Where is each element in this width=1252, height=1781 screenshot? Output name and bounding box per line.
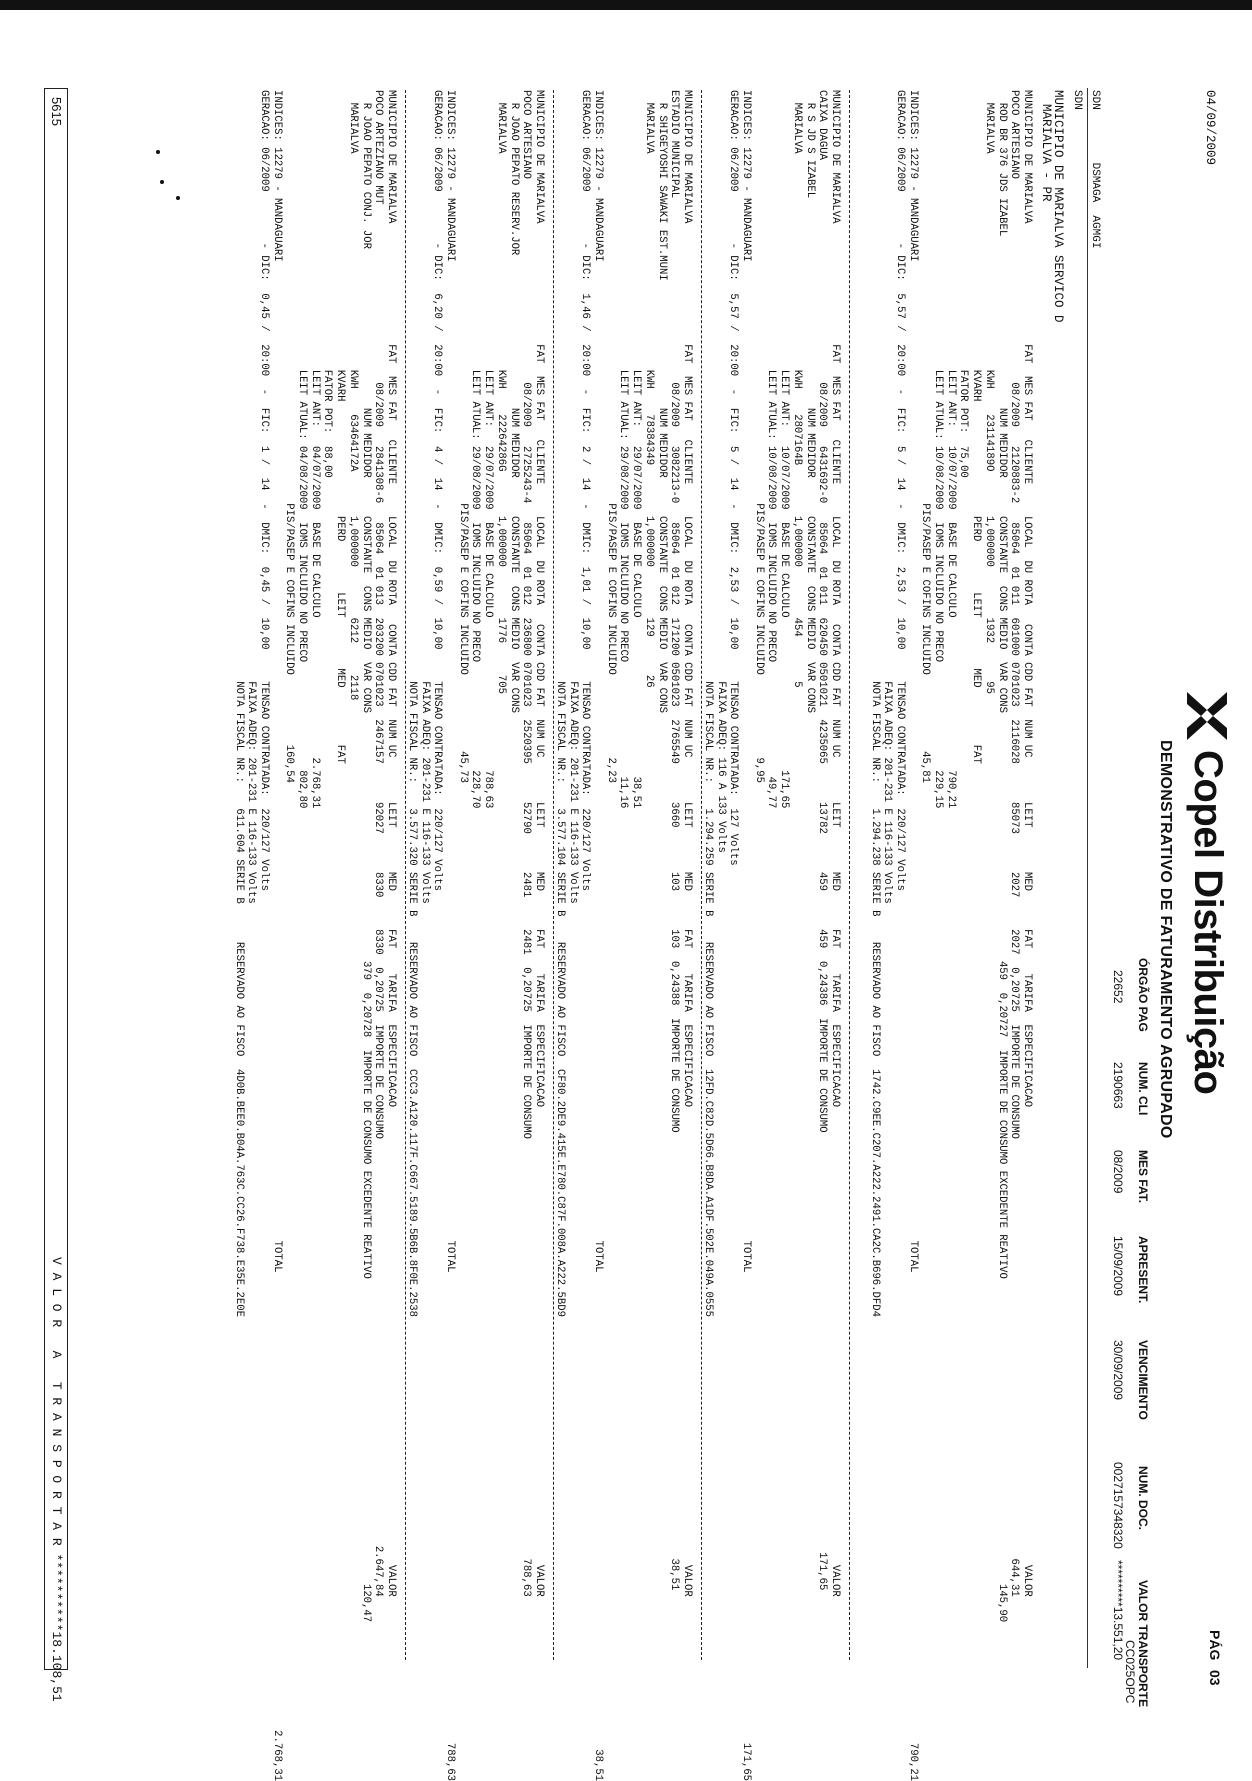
billing-line: MARIALVA KWH 22264286G 1,000000 1776 705: [494, 90, 507, 694]
billing-line: LEIT ATUAL: 10/08/2009 IOMS INCLUIDO NO PRECO 49,77: [765, 90, 778, 809]
block-separator: [553, 90, 554, 1660]
billing-line: FATOR POT: 75,00: [957, 90, 970, 478]
billing-line: PIS/PASEP E COFINS INCLUIDO 45,73: [456, 90, 469, 783]
billing-line: NOTA FISCAL NR.: 3.577.320 SERIE B RESERVADO AO FISCO CCC3.A120.117F.C667.5189.5B6B.8F0E.2538: [406, 90, 418, 1317]
col-value-num-doc: 0027157348320: [1111, 1462, 1125, 1549]
billing-line: MARIALVA KWH 2807164B 1,000000 454 5: [790, 90, 803, 688]
sub-header: SDN DSMAGA AGMGI: [1089, 90, 1101, 249]
billing-line: LEIT ANT: 04/07/2009 BASE DE CALCULO 2.768,31: [308, 90, 321, 809]
billing-line: R JOAO PEPATO CONJ. JOR NUM MEDIDOR CONSTANTE CONS MEDIO VAR CONS 379 0,20728 IMPORTE DE CONSUMO EXCEDENTE REATIVO 120,47: [359, 90, 372, 1623]
col-label-mes-fat: MES FAT.: [1136, 1150, 1150, 1204]
municipality-line: MUNICIPIO DE MARIALVA SERVICO D: [1051, 90, 1065, 323]
billing-line: ESTADIO MUNICIPAL 08/2009 3082213-0 85064 01 012 171200 0501023 2765549 3660 103 103 0,24388 IMPORTE DE CONSUMO 38,51: [668, 90, 681, 1591]
billing-line: LEIT ATUAL: 29/08/2009 IOMS INCLUIDO NO PRECO 228,70: [469, 90, 482, 809]
billing-line: LEIT ATUAL: 29/08/2009 IOMS INCLUIDO NO PRECO 11,16: [617, 90, 630, 809]
billing-line: MUNICIPIO DE MARIALVA FAT MES FAT CLIENTE LOCAL DU ROTA CONTA CDD FAT NUM UC LEIT MED FAT TARIFA ESPECIFICACAO VALOR: [1021, 90, 1033, 1597]
col-label-vencimento: VENCIMENTO: [1136, 1340, 1150, 1420]
municipality-line-2: MARIALVA - PR: [1039, 104, 1053, 202]
page-label: PÁG: [1207, 1630, 1223, 1661]
billing-line: LEIT ANT: 29/07/2009 BASE DE CALCULO 788,63: [482, 90, 495, 809]
billing-line: MUNICIPIO DE MARIALVA FAT MES FAT CLIENTE LOCAL DU ROTA CONTA CDD FAT NUM UC LEIT MED FAT TARIFA ESPECIFICACAO VALOR: [385, 90, 397, 1597]
billing-line: MARIALVA KWH 23114189O 1,000000 1932 95: [982, 90, 995, 694]
billing-line: FAIXA ADEQ: 201-231 E 116-133 Volts: [418, 90, 431, 904]
col-value-vencimento: 30/09/2009: [1111, 1340, 1125, 1401]
billing-line: NOTA FISCAL NR.: 1.294.259 SERIE B RESERVADO AO FISCO 12FD.C82D.5D66.B8DA.A1DF.502E.049A.0555: [702, 90, 714, 1317]
billing-line: GERACAO: 06/2009 - DIC: 5,57 / 20:00 - FIC: 5 / 14 - DMIC: 2,53 / 10,00 TENSAO CONTRATADA: 127 Volts: [727, 90, 740, 866]
col-value-num-cli: 2190663: [1111, 1062, 1125, 1109]
billing-line: LEIT ANT: 10/07/2009 BASE DE CALCULO 790,21: [944, 90, 957, 809]
report-code: CC025OPC: [1123, 1640, 1137, 1704]
scan-speck: [160, 180, 164, 184]
col-label-valor-transporte: VALOR TRANSPORTE: [1136, 1580, 1150, 1708]
document-title: DEMONSTRATIVO DE FATURAMENTO AGRUPADO: [1157, 740, 1174, 1139]
block-separator: [849, 90, 850, 1660]
billing-line: R JOAO PEPATO RESERV.JOR NUM MEDIDOR CONSTANTE CONS MEDIO VAR CONS: [507, 90, 520, 714]
col-label-num-doc: NUM. DOC.: [1136, 1466, 1150, 1530]
billing-line: INDICES: 12279 - MANDAGUARI TOTAL 2.768,31: [270, 90, 283, 1781]
billing-line: PIS/PASEP E COFINS INCLUIDO 160,54: [283, 90, 296, 783]
scan-speck: [176, 196, 180, 200]
billing-line: FAIXA ADEQ: 116 A 133 Volts: [714, 90, 727, 853]
billing-line: POCO ARTESIANO 08/2009 2725243-4 85064 01 012 236800 0701023 2520395 52790 2481 2481 0,20725 IMPORTE DE CONSUMO 788,63: [520, 90, 533, 1597]
billing-line: NOTA FISCAL NR.: 1.294.238 SERIE B RESERVADO AO FISCO 1742.C9EE.C207.A222.2491.CA2C.B696.DFD4: [868, 90, 881, 1317]
billing-line: MUNICIPIO DE MARIALVA FAT MES FAT CLIENTE LOCAL DU ROTA CONTA CDD FAT NUM UC LEIT MED FAT TARIFA ESPECIFICACAO VALOR: [829, 90, 841, 1597]
billing-line: INDICES: 12279 - MANDAGUARI TOTAL 788,63: [444, 90, 457, 1781]
billing-line: MARIALVA KWH 63464172A 1,000000 6212 2118: [346, 90, 359, 701]
billing-line: ROD BR 376 JDS IZABEL NUM MEDIDOR CONSTANTE CONS MEDIO VAR CONS 459 0,20727 IMPORTE DE CONSUMO EXCEDENTE REATIVO 145,90: [995, 90, 1008, 1623]
col-value-apresent: 15/09/2009: [1111, 1236, 1125, 1297]
col-value-mes-fat: 08/2009: [1111, 1150, 1125, 1194]
print-date: 04/09/2009: [1203, 90, 1217, 166]
billing-line: INDICES: 12279 - MANDAGUARI TOTAL 171,65: [740, 90, 753, 1781]
page-number: 03: [1207, 1670, 1223, 1686]
col-value-valor-transporte: **********13.551,20: [1111, 1560, 1125, 1661]
block-separator: [405, 90, 406, 1660]
footer-page-code: 5615: [49, 97, 64, 126]
billing-line: MARIALVA KWH 78384349 1,000000 129 26: [642, 90, 655, 688]
billing-line: POCO ARTESIANO 08/2009 2120883-2 85064 01 011 601000 0701023 2116028 85073 2027 2027 0,20725 IMPORTE DE CONSUMO 644,31: [1008, 90, 1021, 1597]
footer-box: [44, 88, 68, 1702]
col-label-num-cli: NUM. CLI: [1136, 1062, 1150, 1116]
billing-line: INDICES: 12279 - MANDAGUARI TOTAL 38,51: [592, 90, 605, 1781]
billing-line: GERACAO: 06/2009 - DIC: 5,57 / 20:00 - FIC: 5 / 14 - DMIC: 2,53 / 10,00 TENSAO CONTRATADA: 220/127 Volts: [894, 90, 906, 892]
billing-line: KVARH PERD LEIT MED FAT: [334, 90, 347, 764]
billing-line: NOTA FISCAL NR.: 3.577.104 SERIE B RESERVADO AO FISCO CF80.2DE9.415E.E780.C87F.008A.A222.5BD9: [554, 90, 566, 1317]
billing-line: INDICES: 12279 - MANDAGUARI TOTAL 790,21: [906, 90, 919, 1781]
scan-speck: [156, 150, 160, 154]
sdn-label: SDN: [1071, 90, 1083, 110]
brand-name: Copel Distribuição: [1186, 750, 1230, 1095]
billing-line: FATOR POT: 88,00: [321, 90, 334, 478]
billing-line: POCO ARTEZIANO MUT 08/2009 2841308-6 85064 01 013 203200 0701023 2467157 92027 8330 8330 0,20725 IMPORTE DE CONSUMO 2.647,84: [372, 90, 385, 1597]
billing-line: FAIXA ADEQ: 201-231 E 116-133 Volts: [245, 90, 258, 904]
col-label-orgao-pag: ÓRGÃO PAG: [1136, 958, 1150, 1032]
billing-line: MUNICIPIO DE MARIALVA FAT MES FAT CLIENTE LOCAL DU ROTA CONTA CDD FAT NUM UC LEIT MED FAT TARIFA ESPECIFICACAO VALOR: [681, 90, 693, 1597]
billing-line: FAIXA ADEQ: 201-231 E 116-133 Volts: [566, 90, 579, 904]
billing-line: GERACAO: 06/2009 - DIC: 0,45 / 20:00 - FIC: 1 / 14 - DMIC: 0,45 / 10,00 TENSAO CONTRATADA: 220/127 Volts: [258, 90, 270, 892]
billing-line: PIS/PASEP E COFINS INCLUIDO 9,95: [752, 90, 765, 783]
col-value-orgao-pag: 22652: [1111, 970, 1125, 1004]
block-separator: [701, 90, 702, 1660]
billing-line: PIS/PASEP E COFINS INCLUIDO 2,23: [604, 90, 617, 783]
billing-line: LEIT ATUAL: 10/08/2009 IOMS INCLUIDO NO PRECO 229,15: [932, 90, 945, 809]
billing-line: PIS/PASEP E COFINS INCLUIDO 45,81: [919, 90, 932, 783]
billing-line: CAIXA DAGUA 08/2009 6431692-0 85064 01 011 620450 0501021 4235065 13782 459 459 0,24386 IMPORTE DE CONSUMO 171,65: [816, 90, 829, 1591]
billing-line: R SHIGEYOSHI SAWAKI EST.MUNI NUM MEDIDOR CONSTANTE CONS MEDIO VAR CONS: [655, 90, 668, 714]
copel-logo: [1185, 690, 1230, 1094]
billing-line: GERACAO: 06/2009 - DIC: 1,46 / 20:00 - FIC: 2 / 14 - DMIC: 1,01 / 10,00 TENSAO CONTRATADA: 220/127 Volts: [579, 90, 592, 892]
billing-line: LEIT ANT: 10/07/2009 BASE DE CALCULO 171,65: [778, 90, 791, 809]
billing-line: NOTA FISCAL NR.: 611.604 SERIE B RESERVADO AO FISCO 4D0B.BEE0.B04A.763C.CC26.F738.E35E.2E0E: [232, 90, 245, 1317]
copel-logo-mark-icon: [1186, 690, 1230, 742]
billing-line: FAIXA ADEQ: 201-231 E 116-133 Volts: [881, 90, 894, 904]
billing-line: LEIT ANT: 29/07/2009 BASE DE CALCULO 38,51: [630, 90, 643, 809]
billing-line: R S JD S IZABEL NUM MEDIDOR CONSTANTE CONS MEDIO VAR CONS: [803, 90, 816, 714]
billing-line: GERACAO: 06/2009 - DIC: 6,20 / 20:00 - FIC: 4 / 14 - DMIC: 0,59 / 10,00 TENSAO CONTRATADA: 220/127 Volts: [431, 90, 444, 892]
footer-carry-forward: V A L O R A T R A N S P O R T A R **********18.108,51: [49, 1257, 64, 1702]
billing-line: MUNICIPIO DE MARIALVA FAT MES FAT CLIENTE LOCAL DU ROTA CONTA CDD FAT NUM UC LEIT MED FAT TARIFA ESPECIFICACAO VALOR: [533, 90, 545, 1597]
header-rule: [1087, 88, 1088, 1668]
col-label-apresent: APRESENT.: [1136, 1236, 1150, 1304]
billing-line: KVARH PERD LEIT MED FAT: [970, 90, 983, 764]
billing-line: LEIT ATUAL: 04/08/2009 IOMS INCLUIDO NO PRECO 802,80: [296, 90, 309, 809]
